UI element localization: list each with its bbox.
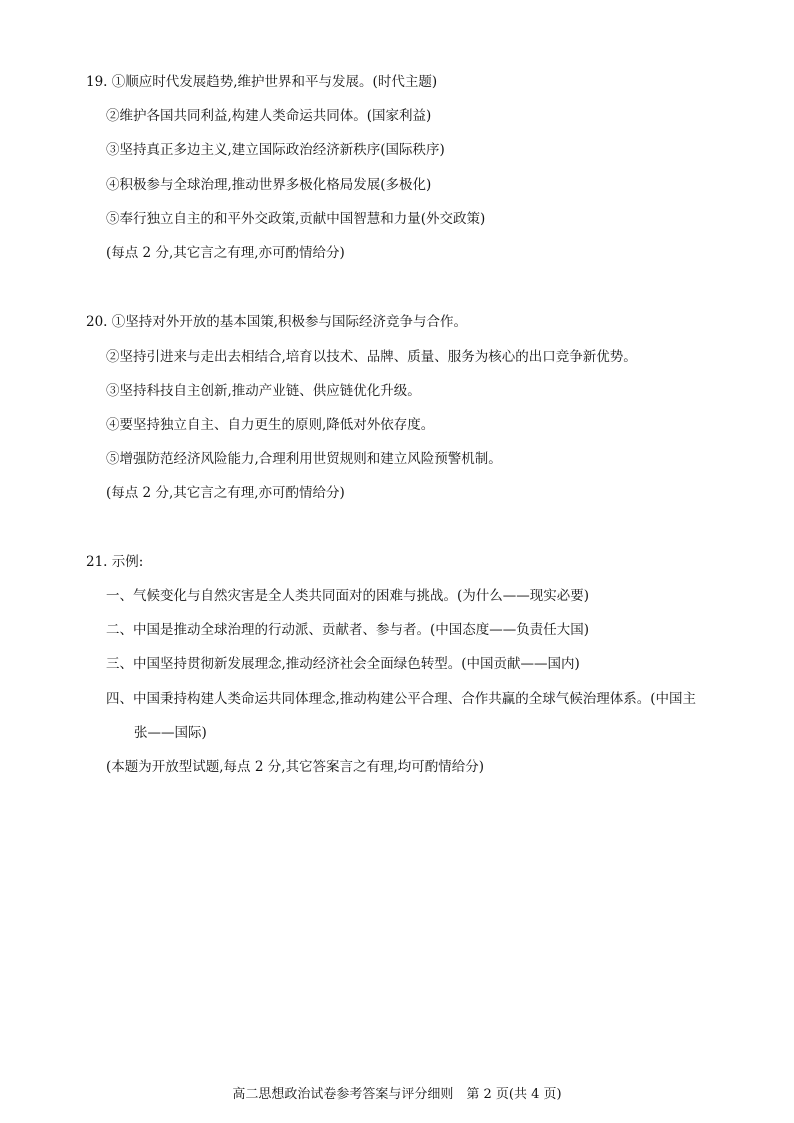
q20-item: ③坚持科技自主创新,推动产业链、供应链优化升级。 (106, 383, 421, 399)
q19-lead: 19. ①顺应时代发展趋势,维护世界和平与发展。(时代主题) (86, 74, 438, 90)
page-footer: 高二思想政治试卷参考答案与评分细则 第 2 页(共 4 页) (232, 1087, 562, 1102)
q19-item: ④积极参与全球治理,推动世界多极化格局发展(多极化) (106, 177, 432, 193)
q19-item: ②维护各国共同利益,构建人类命运共同体。(国家利益) (106, 108, 432, 124)
q21-item: 四、中国秉持构建人类命运共同体理念,推动构建公平合理、合作共赢的全球气候治理体系。(中国主 (106, 691, 697, 707)
q21-lead: 21. 示例: (86, 554, 144, 570)
q21-item: 三、中国坚持贯彻新发展理念,推动经济社会全面绿色转型。(中国贡献——国内) (106, 656, 580, 672)
q19-item: ⑤奉行独立自主的和平外交政策,贡献中国智慧和力量(外交政策) (106, 211, 486, 227)
q20-item: ⑤增强防范经济风险能力,合理利用世贸规则和建立风险预警机制。 (106, 451, 502, 467)
q21-note: (本题为开放型试题,每点 2 分,其它答案言之有理,均可酌情给分) (106, 759, 485, 775)
q21-item-continuation: 张——国际) (134, 725, 207, 741)
q21-item: 一、气候变化与自然灾害是全人类共同面对的困难与挑战。(为什么——现实必要) (106, 588, 590, 604)
q19-item: ③坚持真正多边主义,建立国际政治经济新秩序(国际秩序) (106, 142, 445, 158)
q21-item: 二、中国是推动全球治理的行动派、贡献者、参与者。(中国态度——负责任大国) (106, 622, 590, 638)
q20-item: ④要坚持独立自主、自力更生的原则,降低对外依存度。 (106, 417, 435, 433)
q19-note: (每点 2 分,其它言之有理,亦可酌情给分) (106, 245, 345, 261)
q20-lead: 20. ①坚持对外开放的基本国策,积极参与国际经济竞争与合作。 (86, 314, 468, 330)
q20-item: ②坚持引进来与走出去相结合,培育以技术、品牌、质量、服务为核心的出口竞争新优势。 (106, 349, 637, 365)
q20-note: (每点 2 分,其它言之有理,亦可酌情给分) (106, 485, 345, 501)
